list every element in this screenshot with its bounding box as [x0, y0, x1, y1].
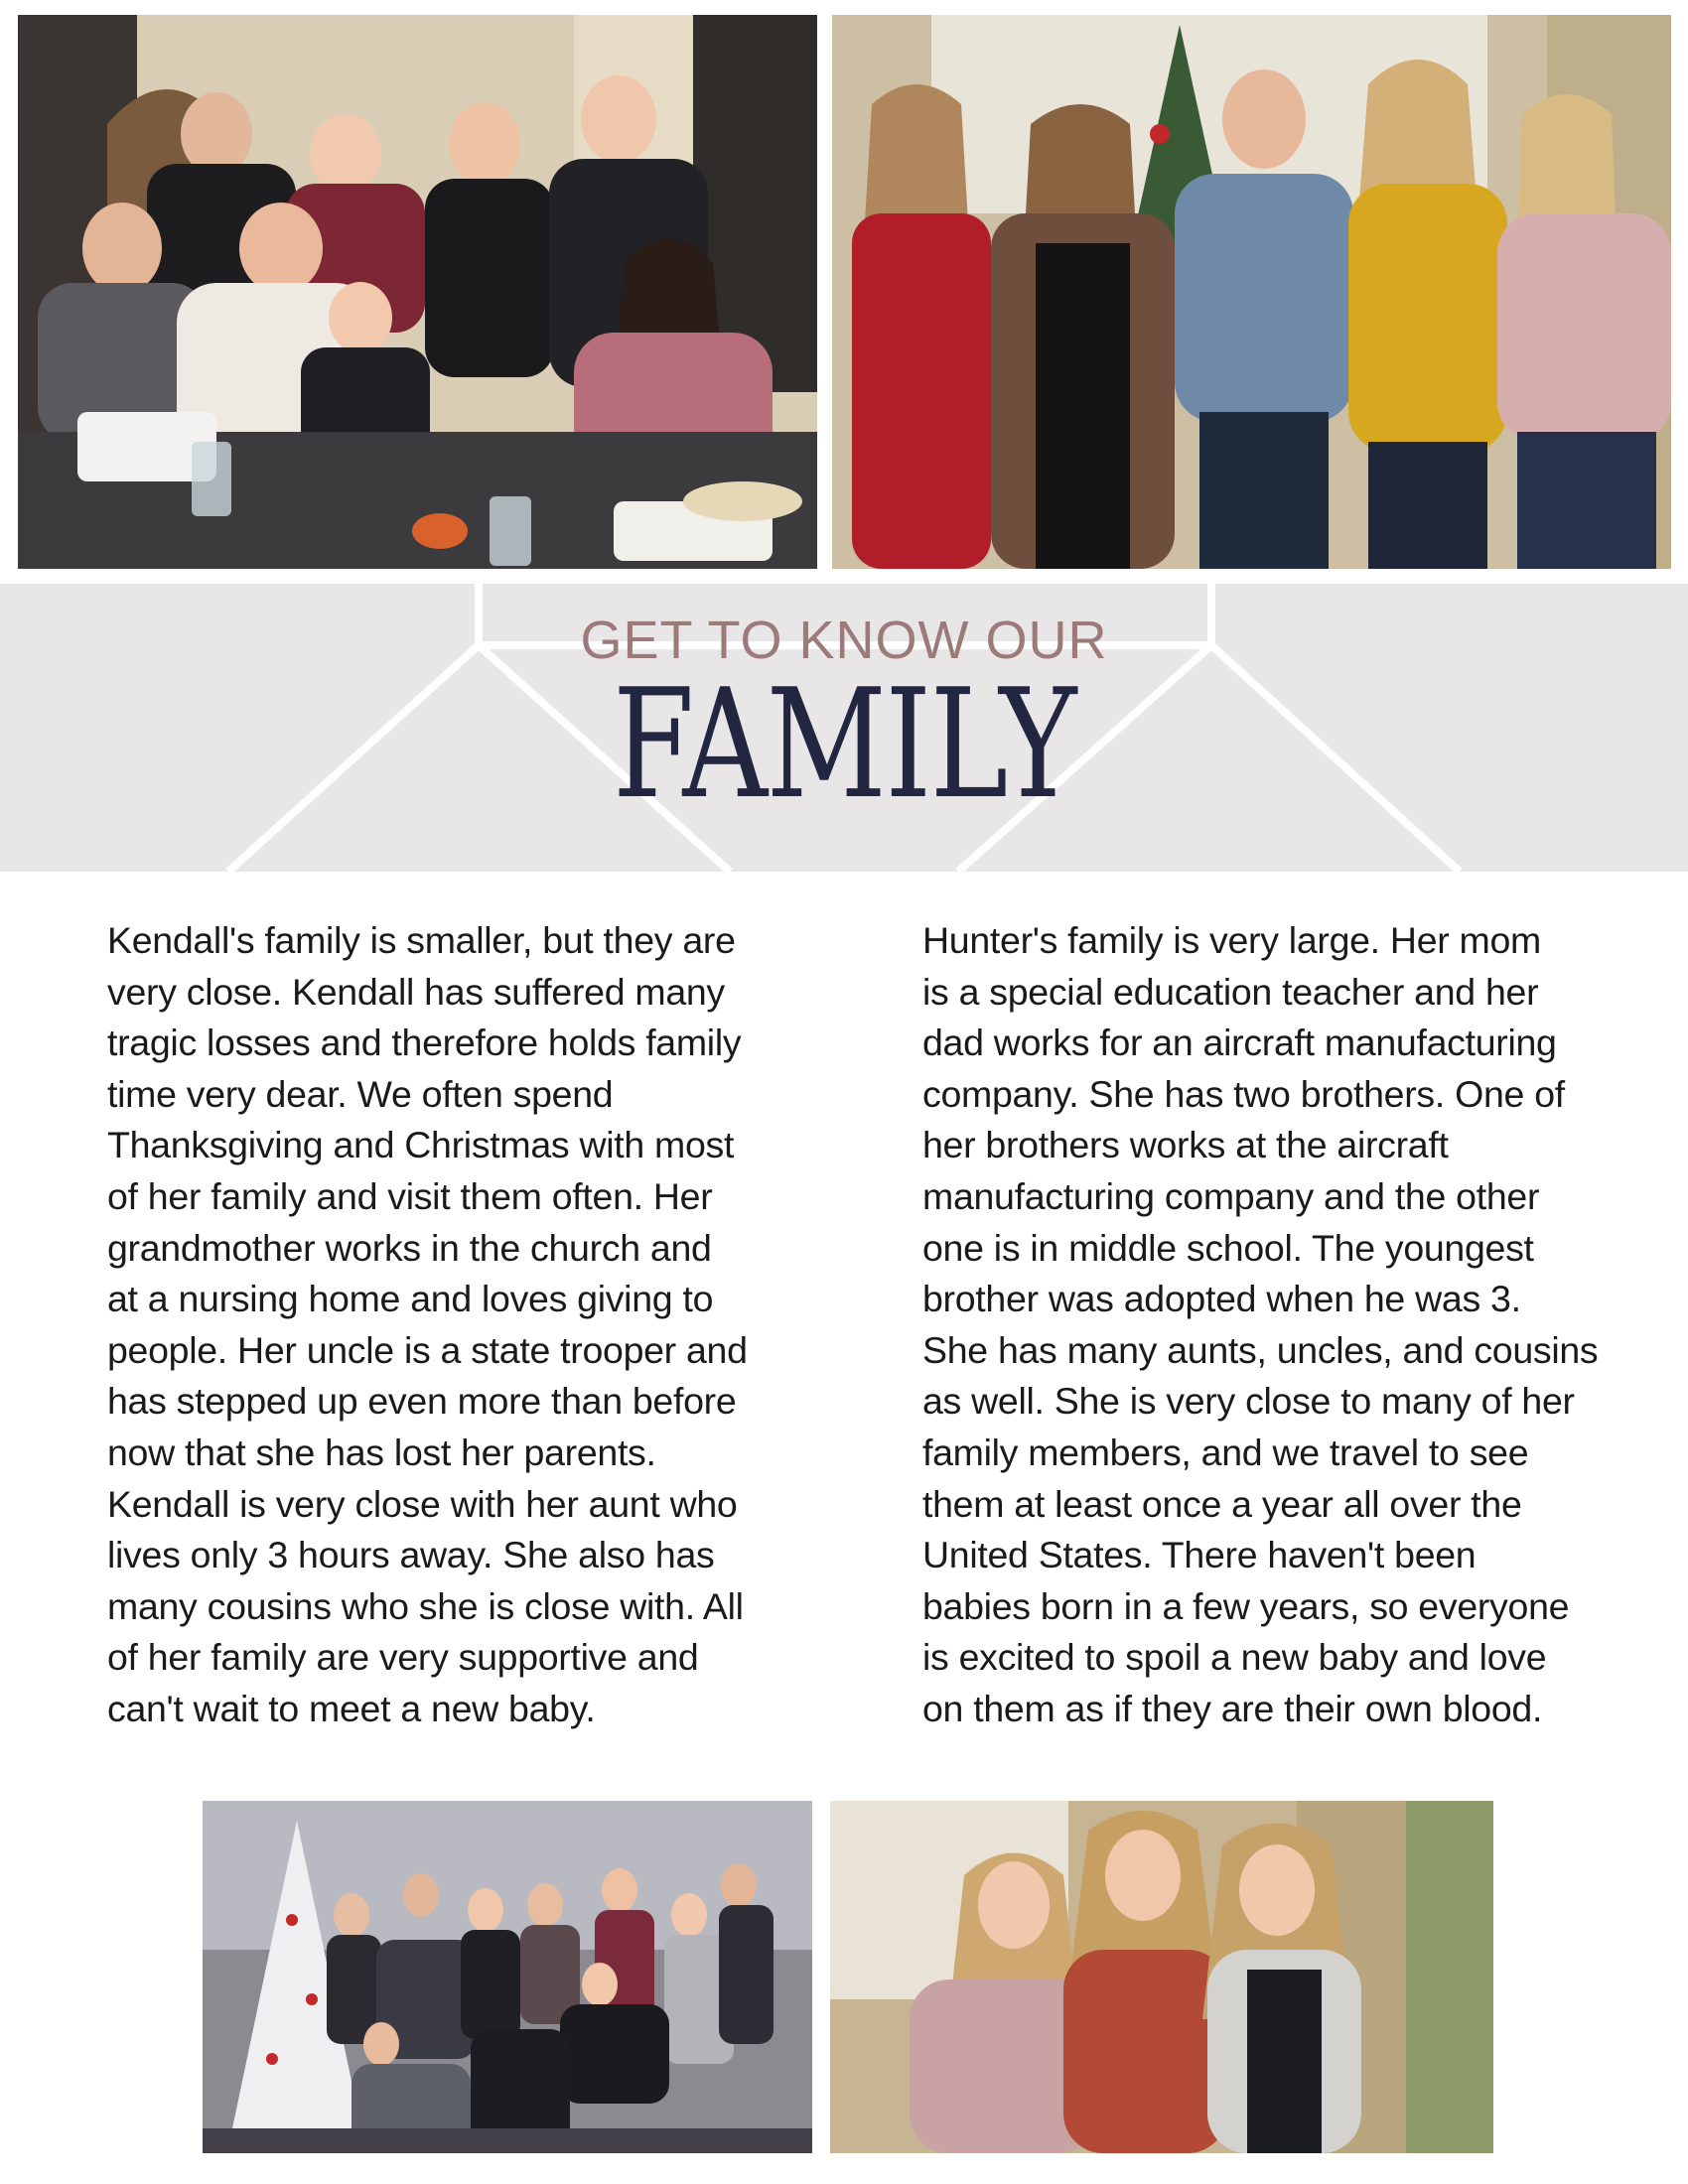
- text-line: is a special education teacher and her: [922, 970, 1539, 1013]
- photo-family-holiday-party: [203, 1801, 812, 2153]
- text-line: is excited to spoil a new baby and love: [922, 1636, 1547, 1679]
- text-line: them at least once a year all over the: [922, 1482, 1522, 1525]
- text-column-kendall: [107, 915, 822, 1735]
- text-line: tragic losses and therefore holds family: [107, 1022, 742, 1064]
- text-line: of her family and visit them often. Her: [107, 1174, 713, 1217]
- text-line: Kendall is very close with her aunt who: [107, 1482, 738, 1525]
- photo-family-christmas-tree: [832, 15, 1671, 569]
- text-line: Hunter's family is very large. Her mom: [922, 919, 1541, 961]
- text-line: of her family are very supportive and: [107, 1636, 699, 1679]
- text-line: babies born in a few years, so everyone: [922, 1584, 1570, 1627]
- text-line: manufacturing company and the other: [922, 1174, 1540, 1217]
- photo-three-women: [830, 1801, 1493, 2153]
- text-line: people. Her uncle is a state trooper and: [107, 1328, 748, 1371]
- text-line: as well. She is very close to many of her: [922, 1380, 1575, 1423]
- text-line: now that she has lost her parents.: [107, 1431, 656, 1473]
- banner-kicker: GET TO KNOW OUR: [580, 611, 1108, 670]
- text-line: on them as if they are their own blood.: [922, 1687, 1543, 1729]
- text-line: lives only 3 hours away. She also has: [107, 1534, 715, 1576]
- photo-three-women-image: [830, 1801, 1493, 2153]
- text-line: at a nursing home and loves giving to: [107, 1278, 714, 1320]
- photo-family-restaurant: [18, 15, 817, 569]
- header-banner: [0, 584, 1688, 872]
- text-line: She has many aunts, uncles, and cousins: [922, 1328, 1599, 1371]
- text-line: United States. There haven't been: [922, 1534, 1477, 1576]
- text-line: family members, and we travel to see: [922, 1431, 1529, 1473]
- text-line: dad works for an aircraft manufacturing: [922, 1022, 1557, 1064]
- text-line: Kendall's family is smaller, but they are: [107, 919, 736, 961]
- text-column-hunter: [922, 915, 1637, 1735]
- text-line: has stepped up even more than before: [107, 1380, 737, 1423]
- text-line: very close. Kendall has suffered many: [107, 970, 725, 1013]
- text-line: company. She has two brothers. One of: [922, 1072, 1565, 1115]
- text-line: time very dear. We often spend: [107, 1072, 614, 1115]
- text-line: Thanksgiving and Christmas with most: [107, 1124, 735, 1166]
- photo-family-christmas-tree-image: [832, 15, 1671, 569]
- text-line: her brothers works at the aircraft: [922, 1124, 1449, 1166]
- photo-family-holiday-party-image: [203, 1801, 812, 2153]
- photo-family-restaurant-image: [18, 15, 817, 569]
- text-line: one is in middle school. The youngest: [922, 1226, 1534, 1269]
- text-line: grandmother works in the church and: [107, 1226, 712, 1269]
- text-line: can't wait to meet a new baby.: [107, 1687, 596, 1729]
- text-line: brother was adopted when he was 3.: [922, 1278, 1521, 1320]
- text-line: many cousins who she is close with. All: [107, 1584, 744, 1627]
- banner-title: FAMILY: [613, 656, 1075, 832]
